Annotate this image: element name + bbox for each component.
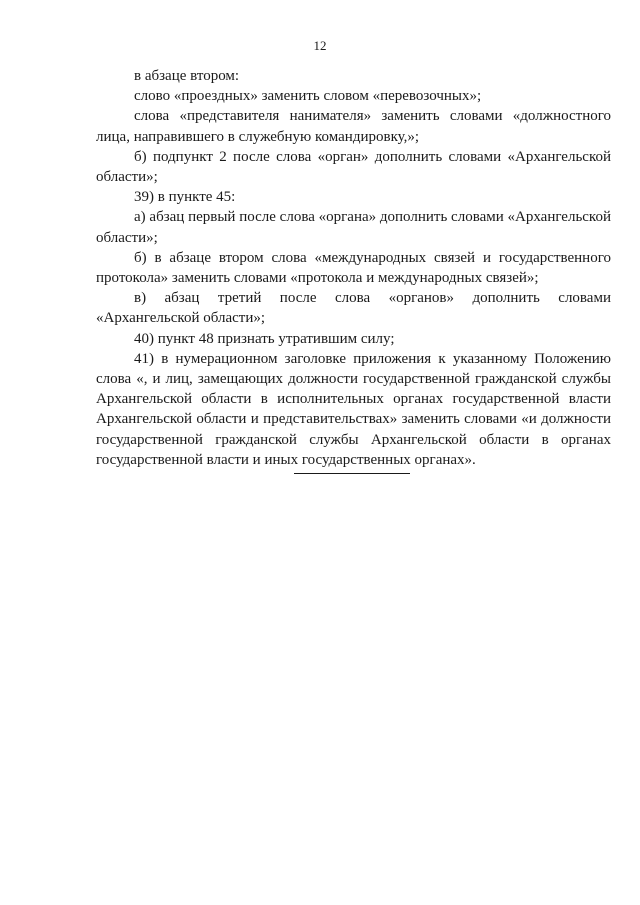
paragraph-item-40: 40) пункт 48 признать утратившим силу; — [134, 330, 395, 347]
paragraph-podpunkt-2: б) подпункт 2 после слова «орган» дополнить словами «Архангельской области»; — [96, 148, 611, 186]
paragraph-abzac-vtorom: в абзаце втором: — [134, 68, 240, 84]
paragraph-predstavitelya: слова «представителя нанимателя» заменить словами «должностного лица, направившего в служебную командировку,»; — [96, 108, 611, 145]
paragraph-item-39: 39) в пункте 45: — [134, 189, 236, 206]
document-body — [96, 66, 611, 470]
paragraph-39-a: а) абзац первый после слова «органа» дополнить словами «Архангельской области»; — [96, 209, 611, 246]
page-number: 12 — [313, 38, 327, 53]
paragraph-item-41: 41) в нумерационном заголовке приложения к указанному Положению слова «, и лиц, замещающих должности государственной гражданской службы Архангельской области в исполнительных органах государственной власти Архангельской области и представительствах» заменить словами «и должности государственной гражданской службы Архангельской области в органах государственной власти и иных государственных органах». — [96, 350, 611, 468]
paragraph-39-b: б) в абзаце втором слова «международных связей и государственного протокола» заменить словами «протокола и международных связей»; — [96, 249, 611, 287]
end-separator-line — [294, 473, 410, 474]
paragraph-39-v: в) абзац третий после слова «органов» дополнить словами «Архангельской области»; — [96, 290, 611, 327]
paragraph-proezdnyh: слово «проездных» заменить словом «перевозочных»; — [134, 88, 482, 105]
